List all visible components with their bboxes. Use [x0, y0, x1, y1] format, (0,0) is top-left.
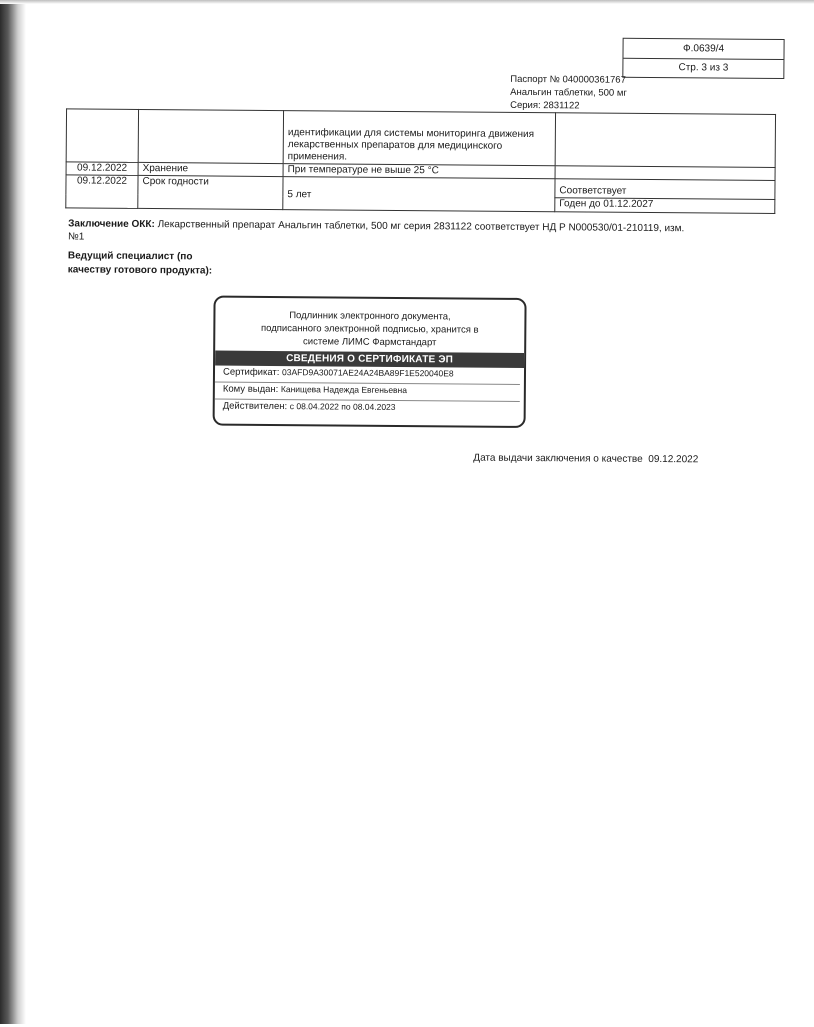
issue-date: 09.12.2022	[648, 453, 699, 466]
table-row	[66, 109, 775, 168]
continuation-text: идентификации для системы мониторинга движения лекарственных препаратов для медицинского применения.	[283, 111, 555, 166]
cert-label: Сертификат:	[222, 366, 283, 379]
stamp-validity	[215, 400, 520, 418]
passport-product: Анальгин таблетки, 500 мг	[510, 86, 627, 99]
valid-label: Действителен:	[222, 400, 290, 413]
passport-number: Паспорт № 040000361767	[510, 73, 626, 86]
conclusion-label: Заключение ОКК:	[68, 218, 155, 231]
test-results-table	[65, 108, 776, 214]
issue-label: Дата выдачи заключения о качестве	[473, 452, 643, 465]
valid-value: с 08.04.2022 по 08.04.2023	[289, 401, 396, 412]
row-norm: При температуре не выше 25 °С	[283, 164, 555, 179]
row-result-expiry: Годен до 01.12.2027	[555, 198, 775, 214]
row-result: Соответствует	[555, 179, 775, 200]
owner-label: Кому выдан:	[222, 383, 281, 396]
stamp-banner: СВЕДЕНИЯ О СЕРТИФИКАТЕ ЭП	[215, 351, 524, 368]
passport-series: Серия: 2831122	[510, 99, 580, 112]
row-date: 09.12.2022	[66, 175, 138, 209]
row-name: Хранение	[138, 162, 283, 176]
stamp-line-2: подписанного электронной подписью, хранится в	[261, 322, 479, 336]
signature-stamp	[213, 296, 527, 428]
conclusion	[68, 217, 688, 248]
stamp-line-3: системе ЛИМС Фармстандарт	[303, 336, 437, 349]
cert-value: 03AFD9A30071AE24A24BA89F1E520040E8	[282, 367, 454, 379]
passport-block	[510, 73, 627, 113]
issue-date-line	[473, 453, 698, 466]
specialist-label: Ведущий специалист (по качеству готового продукта):	[67, 250, 213, 277]
row-date: 09.12.2022	[66, 162, 138, 176]
form-code: Ф.0639/4	[683, 43, 725, 55]
row-norm: 5 лет	[283, 177, 555, 212]
stamp-line-1: Подлинник электронного документа,	[289, 310, 451, 323]
form-code-box	[622, 38, 784, 79]
owner-value: Канищева Надежда Евгеньевна	[280, 384, 408, 396]
row-name: Срок годности	[138, 175, 283, 209]
conclusion-text: Лекарственный препарат Анальгин таблетки, 500 мг серия 2831122 соответствует НД Р N000530/01-210119, изм.№1	[68, 219, 685, 243]
page-number: Стр. 3 из 3	[623, 58, 783, 78]
